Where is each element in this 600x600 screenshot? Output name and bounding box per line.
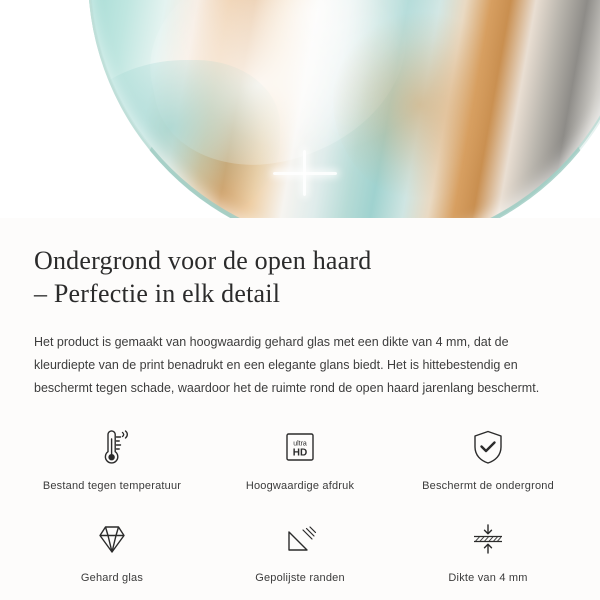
feature-label: Gehard glas [80, 571, 144, 584]
feature-thickness [394, 518, 582, 584]
feature-label: Gepolijste randen [255, 571, 345, 584]
page-title [34, 244, 566, 311]
feature-row-2 [18, 518, 582, 584]
feature-list [0, 426, 600, 584]
thermometer-icon [92, 426, 132, 468]
feature-label: Beschermt de ondergrond [422, 479, 554, 492]
body-text: Het product is gemaakt van hoogwaardig gehard glas met een dikte van 4 mm, dat de kleurdiepte van de print benadrukt en een elegante glans biedt. Het is hittebestendig en beschermt tegen schade, waardoor het de ruimte rond de open haard jarenlang beschermt. [34, 334, 540, 395]
svg-text:HD: HD [292, 447, 308, 459]
content-block [0, 218, 600, 400]
feature-polished-edges [206, 518, 394, 584]
feature-tempered-glass [18, 518, 206, 584]
feature-temperature [18, 426, 206, 492]
feature-label: Hoogwaardige afdruk [245, 479, 355, 492]
ultra-hd-icon [279, 426, 321, 468]
polished-edges-icon [279, 518, 321, 560]
diamond-icon [91, 518, 133, 560]
feature-row-1 [18, 426, 582, 492]
headline-line-2: – Perfectie in elk detail [34, 279, 281, 309]
feature-label: Dikte van 4 mm [448, 571, 528, 584]
feature-print-quality [206, 426, 394, 492]
thickness-arrows-icon [465, 518, 511, 560]
shield-check-icon [467, 426, 509, 468]
feature-label: Bestand tegen temperatuur [42, 479, 182, 492]
headline-line-1: Ondergrond voor de open haard [34, 246, 372, 275]
hero-image [0, 0, 600, 218]
feature-surface-protection [394, 426, 582, 492]
svg-text:ultra: ultra [293, 440, 307, 448]
